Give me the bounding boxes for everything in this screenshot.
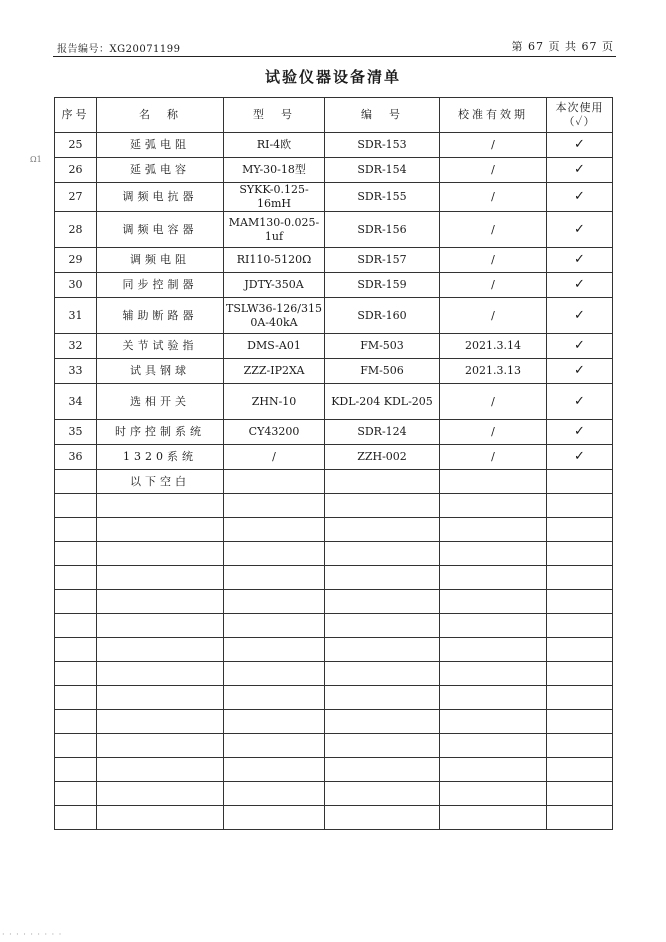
model-number: DMS-A01: [224, 334, 325, 359]
equipment-code: SDR-157: [325, 248, 440, 273]
row-number: 26: [55, 158, 97, 183]
empty-cell: [224, 518, 325, 542]
empty-cell: [440, 662, 547, 686]
table-row: [55, 359, 613, 384]
calibration-valid: /: [440, 298, 547, 334]
used-check: ✓: [547, 384, 613, 420]
empty-cell: [55, 806, 97, 830]
empty-cell: [440, 566, 547, 590]
empty-row: [55, 542, 613, 566]
empty-row: [55, 638, 613, 662]
model-number: ZZZ-IP2XA: [224, 359, 325, 384]
empty-cell: [547, 806, 613, 830]
calibration-valid: /: [440, 212, 547, 248]
equipment-code: SDR-160: [325, 298, 440, 334]
equipment-name: 试具钢球: [97, 359, 224, 384]
row-number: 36: [55, 445, 97, 470]
equipment-code: SDR-156: [325, 212, 440, 248]
empty-row: [55, 494, 613, 518]
empty-row: [55, 758, 613, 782]
equipment-code: SDR-153: [325, 133, 440, 158]
empty-cell: [547, 782, 613, 806]
empty-cell: [440, 758, 547, 782]
used-check: ✓: [547, 133, 613, 158]
empty-cell: [547, 470, 613, 494]
empty-cell: [224, 758, 325, 782]
empty-cell: [97, 566, 224, 590]
equipment-code: ZZH-002: [325, 445, 440, 470]
equipment-code: SDR-124: [325, 420, 440, 445]
header-valid: 校准有效期: [440, 98, 547, 133]
table-row: [55, 334, 613, 359]
empty-cell: [55, 590, 97, 614]
empty-cell: [440, 710, 547, 734]
report-number: 报告编号：XG20071199: [57, 44, 181, 55]
used-check: ✓: [547, 248, 613, 273]
empty-cell: [440, 470, 547, 494]
empty-cell: [325, 638, 440, 662]
empty-cell: [55, 614, 97, 638]
table-row: [55, 248, 613, 273]
used-check: ✓: [547, 445, 613, 470]
equipment-name: 辅助断路器: [97, 298, 224, 334]
empty-cell: [224, 566, 325, 590]
empty-cell: [440, 686, 547, 710]
empty-cell: [440, 734, 547, 758]
used-check: ✓: [547, 298, 613, 334]
empty-row: [55, 686, 613, 710]
empty-row: [55, 470, 613, 494]
calibration-valid: 2021.3.14: [440, 334, 547, 359]
empty-cell: [325, 614, 440, 638]
empty-cell: [224, 734, 325, 758]
model-number: JDTY-350A: [224, 273, 325, 298]
empty-cell: [224, 638, 325, 662]
empty-cell: [440, 614, 547, 638]
empty-cell: [55, 662, 97, 686]
empty-row: [55, 662, 613, 686]
used-check: ✓: [547, 158, 613, 183]
empty-cell: [55, 734, 97, 758]
page-info: 第 67 页 共 67 页: [511, 40, 614, 53]
model-number: RI-4欧: [224, 133, 325, 158]
empty-cell: [97, 782, 224, 806]
empty-cell: [224, 494, 325, 518]
row-number: 28: [55, 212, 97, 248]
equipment-code: FM-503: [325, 334, 440, 359]
empty-cell: [325, 806, 440, 830]
empty-cell: [440, 590, 547, 614]
header-name: 名 称: [97, 98, 224, 133]
calibration-valid: /: [440, 384, 547, 420]
empty-cell: [547, 614, 613, 638]
empty-cell: [55, 638, 97, 662]
empty-cell: [55, 758, 97, 782]
equipment-code: FM-506: [325, 359, 440, 384]
row-number: 27: [55, 183, 97, 212]
model-number: CY43200: [224, 420, 325, 445]
empty-row: [55, 734, 613, 758]
empty-cell: [325, 758, 440, 782]
used-check: ✓: [547, 420, 613, 445]
empty-cell: [55, 542, 97, 566]
calibration-valid: /: [440, 183, 547, 212]
empty-row: [55, 566, 613, 590]
header-used: 本次使用 （✓）: [547, 98, 613, 133]
used-check: ✓: [547, 334, 613, 359]
table-row: [55, 183, 613, 212]
empty-cell: [55, 566, 97, 590]
row-number: 29: [55, 248, 97, 273]
equipment-name: 选相开关: [97, 384, 224, 420]
model-number: SYKK-0.125-16mH: [224, 183, 325, 212]
empty-cell: [440, 782, 547, 806]
used-check: ✓: [547, 212, 613, 248]
empty-row: [55, 614, 613, 638]
equipment-name: 延弧电阻: [97, 133, 224, 158]
empty-cell: [97, 662, 224, 686]
empty-cell: [55, 710, 97, 734]
equipment-code: SDR-155: [325, 183, 440, 212]
empty-cell: [97, 734, 224, 758]
row-number: 35: [55, 420, 97, 445]
calibration-valid: /: [440, 158, 547, 183]
equipment-name: 调频电容器: [97, 212, 224, 248]
empty-cell: [97, 518, 224, 542]
empty-cell: [440, 518, 547, 542]
empty-cell: [547, 542, 613, 566]
page-title: 试验仪器设备清单: [264, 68, 401, 86]
empty-cell: [97, 806, 224, 830]
table-row: [55, 384, 613, 420]
empty-cell: [547, 662, 613, 686]
table-row: [55, 420, 613, 445]
equipment-name: 同步控制器: [97, 273, 224, 298]
empty-cell: [325, 494, 440, 518]
equipment-name: 时序控制系统: [97, 420, 224, 445]
equipment-name: 关节试验指: [97, 334, 224, 359]
header-model: 型 号: [224, 98, 325, 133]
empty-cell: [325, 590, 440, 614]
row-number: 33: [55, 359, 97, 384]
header-no: 序号: [55, 98, 97, 133]
equipment-code: KDL-204 KDL-205: [325, 384, 440, 420]
empty-cell: [224, 614, 325, 638]
empty-cell: [440, 542, 547, 566]
equipment-name: 1320系统: [97, 445, 224, 470]
empty-row: [55, 710, 613, 734]
empty-row: [55, 806, 613, 830]
empty-cell: [97, 542, 224, 566]
table-row: [55, 273, 613, 298]
blank-note: 以下空白: [97, 470, 224, 494]
empty-cell: [325, 542, 440, 566]
table-header-row: [55, 98, 613, 133]
empty-cell: [224, 710, 325, 734]
empty-cell: [97, 638, 224, 662]
row-number: 30: [55, 273, 97, 298]
footer-dots: · · · · · · · · ·: [2, 930, 63, 939]
empty-cell: [97, 614, 224, 638]
margin-mark: Ω1: [30, 155, 42, 164]
empty-cell: [55, 782, 97, 806]
table-row: [55, 445, 613, 470]
row-number: 31: [55, 298, 97, 334]
empty-cell: [224, 590, 325, 614]
equipment-name: 延弧电容: [97, 158, 224, 183]
empty-cell: [224, 782, 325, 806]
empty-cell: [325, 470, 440, 494]
empty-row: [55, 518, 613, 542]
empty-cell: [325, 662, 440, 686]
row-number: 34: [55, 384, 97, 420]
empty-cell: [547, 590, 613, 614]
calibration-valid: /: [440, 273, 547, 298]
table-row: [55, 133, 613, 158]
empty-cell: [55, 518, 97, 542]
equipment-table: [54, 97, 613, 830]
equipment-code: SDR-159: [325, 273, 440, 298]
empty-cell: [547, 566, 613, 590]
empty-cell: [55, 686, 97, 710]
empty-cell: [325, 566, 440, 590]
header-rule: [53, 56, 616, 57]
calibration-valid: /: [440, 248, 547, 273]
empty-row: [55, 782, 613, 806]
used-check: ✓: [547, 273, 613, 298]
empty-cell: [55, 470, 97, 494]
model-number: MY-30-18型: [224, 158, 325, 183]
empty-cell: [547, 710, 613, 734]
equipment-name: 调频电阻: [97, 248, 224, 273]
empty-cell: [440, 638, 547, 662]
model-number: /: [224, 445, 325, 470]
empty-cell: [547, 494, 613, 518]
equipment-name: 调频电抗器: [97, 183, 224, 212]
model-number: TSLW36-126/3150A-40kA: [224, 298, 325, 334]
empty-cell: [224, 806, 325, 830]
empty-cell: [547, 638, 613, 662]
empty-cell: [325, 686, 440, 710]
table-row: [55, 212, 613, 248]
table-row: [55, 298, 613, 334]
empty-row: [55, 590, 613, 614]
empty-cell: [97, 758, 224, 782]
table-row: [55, 158, 613, 183]
empty-cell: [547, 734, 613, 758]
used-check: ✓: [547, 359, 613, 384]
header-code: 编 号: [325, 98, 440, 133]
empty-cell: [224, 662, 325, 686]
empty-cell: [97, 494, 224, 518]
empty-cell: [224, 470, 325, 494]
empty-cell: [325, 710, 440, 734]
empty-cell: [97, 590, 224, 614]
empty-cell: [325, 782, 440, 806]
calibration-valid: 2021.3.13: [440, 359, 547, 384]
empty-cell: [325, 518, 440, 542]
empty-cell: [224, 686, 325, 710]
empty-cell: [224, 542, 325, 566]
used-check: ✓: [547, 183, 613, 212]
model-number: RI110-5120Ω: [224, 248, 325, 273]
calibration-valid: /: [440, 420, 547, 445]
empty-cell: [547, 518, 613, 542]
empty-cell: [97, 710, 224, 734]
empty-cell: [325, 734, 440, 758]
empty-cell: [440, 494, 547, 518]
empty-cell: [97, 686, 224, 710]
empty-cell: [547, 686, 613, 710]
model-number: MAM130-0.025-1uf: [224, 212, 325, 248]
calibration-valid: /: [440, 445, 547, 470]
row-number: 32: [55, 334, 97, 359]
calibration-valid: /: [440, 133, 547, 158]
equipment-code: SDR-154: [325, 158, 440, 183]
model-number: ZHN-10: [224, 384, 325, 420]
empty-cell: [55, 494, 97, 518]
empty-cell: [547, 758, 613, 782]
empty-cell: [440, 806, 547, 830]
row-number: 25: [55, 133, 97, 158]
